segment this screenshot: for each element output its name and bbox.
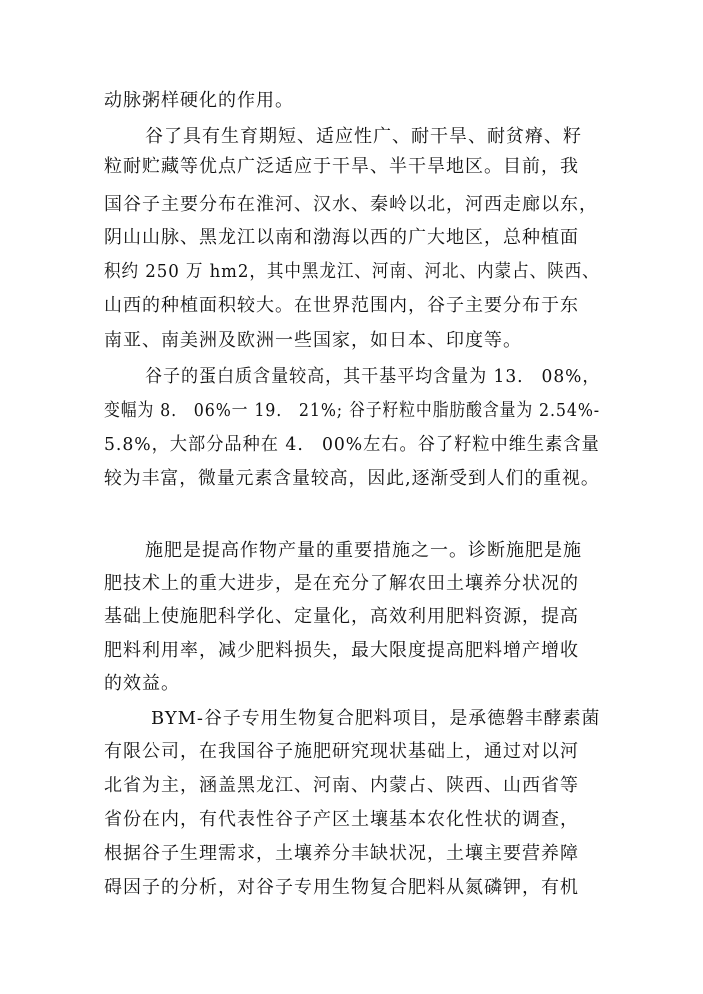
text-line: 5.8%，大部分品种在 4. 00%左右。谷了籽粒中维生素含量: [104, 434, 600, 455]
text-line: 变幅为 8. 06%一 19. 21%; 谷子籽粒中脂肪酸含量为 2.54%-: [104, 400, 601, 421]
text-line: 根据谷子生理需求，土壤养分丰缺状况，土壤主要营养障: [104, 843, 579, 864]
text-line: 粒耐贮藏等优点广泛适应于干旱、半干旱地区。目前，我: [104, 156, 579, 177]
text-line: 谷子的蛋白质含量较高，其干基平均含量为 13. 08%，: [145, 366, 601, 387]
text-line: 较为丰富，微量元素含量较高，因此,逐渐受到人们的重视。: [104, 468, 600, 489]
text-line: 有限公司，在我国谷子施肥研究现状基础上，通过对以河: [104, 741, 579, 762]
text-line: 阴山山脉、黑龙江以南和渤海以西的广大地区，总种植面: [104, 227, 579, 248]
text-line: 肥料利用率，减少肥料损失，最大限度提高肥料增产增收: [104, 640, 579, 661]
text-line: 施肥是提高作物产量的重要措施之一。诊断施肥是施: [145, 540, 582, 561]
text-line: 基础上使施肥科学化、定量化，高效利用肥料资源，提高: [104, 606, 579, 627]
text-line: 省份在内，有代表性谷子产区土壤基本农化性状的调查，: [104, 809, 579, 830]
text-line: BYM-谷子专用生物复合肥料项目，是承德磐丰酵素菌: [151, 708, 601, 729]
text-line: 山西的种植面积较大。在世界范围内，谷子主要分布于东: [104, 295, 579, 316]
text-line: 动脉粥样硬化的作用。: [104, 90, 294, 111]
text-line: 的效益。: [104, 673, 180, 694]
text-line: 北省为主，涵盖黑龙江、河南、内蒙占、陕西、山西省等: [104, 775, 579, 796]
text-line: 谷了具有生育期短、适应性广、耐干旱、耐贫瘠、籽: [145, 126, 582, 147]
text-line: 南亚、南美洲及欧洲一些国家，如日本、印度等。: [104, 330, 522, 351]
text-line: 肥技术上的重大进步，是在充分了解农田土壤养分状况的: [104, 573, 579, 594]
text-line: 积约 250 万 hm2，其中黑龙江、河南、河北、内蒙占、陕西、: [104, 261, 600, 282]
text-line: 国谷子主要分布在淮河、汉水、秦岭以北，河西走廊以东，: [104, 194, 598, 215]
text-line: 碍因子的分析，对谷子专用生物复合肥料从氮磷钾，有机: [104, 877, 579, 898]
